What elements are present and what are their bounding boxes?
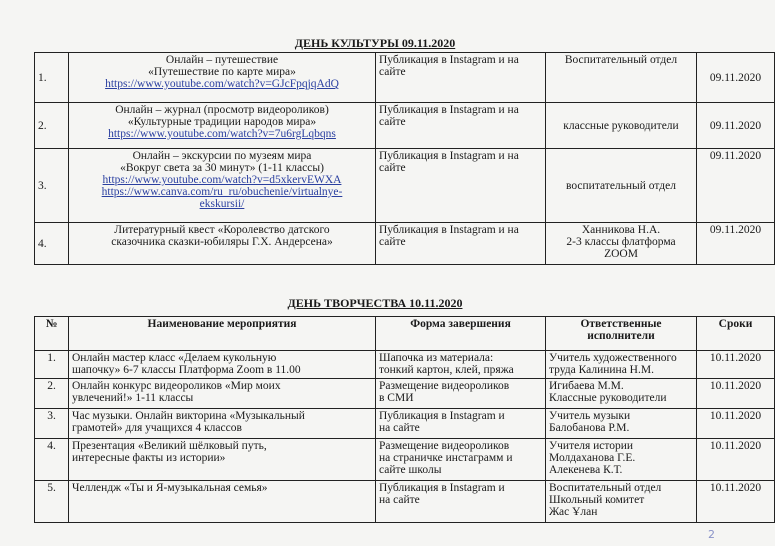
completion-form: Шапочка из материала: тонкий картон, клей, пряжа <box>376 351 546 379</box>
responsible-cell: воспитательный отдел <box>546 149 697 223</box>
header-num: № <box>35 317 69 351</box>
header-form: Форма завершения <box>376 317 546 351</box>
event-line: сказочника сказки-юбиляры Г.Х. Андерсена» <box>111 236 333 248</box>
event-line: Онлайн – журнал (просмотр видеороликов) <box>115 104 329 116</box>
event-line: «Культурные традиции народов мира» <box>127 116 317 128</box>
completion-form: Публикация в Instagram и на сайте <box>376 481 546 523</box>
responsible-cell: Учителя истории Молдаханова Г.Е. Алекенева К.Т. <box>546 439 697 481</box>
responsible-cell: Игибаева М.М. Классные руководители <box>546 379 697 409</box>
event-line: «Путешествие по карте мира» <box>148 66 296 78</box>
row-number: 3. <box>35 409 69 439</box>
responsible-cell: Учитель музыки Балобанова Р.М. <box>546 409 697 439</box>
table-row <box>35 351 775 379</box>
event-cell: Презентация «Великий шёлковый путь, интересные факты из истории» <box>69 439 376 481</box>
date-cell: 09.11.2020 <box>697 53 775 103</box>
event-cell <box>69 53 376 103</box>
date-cell: 09.11.2020 <box>697 103 775 149</box>
table-row <box>35 223 775 265</box>
completion-form: Публикация в Instagram и на сайте <box>376 223 546 265</box>
canva-link[interactable]: https://www.canva.com/ru_ru/obuchenie/virtualnye- <box>101 186 343 198</box>
table-row <box>35 409 775 439</box>
section2-title: ДЕНЬ ТВОРЧЕСТВА 10.11.2020 <box>287 296 463 310</box>
page-number: 2 <box>708 528 715 541</box>
youtube-link[interactable]: https://www.youtube.com/watch?v=d5xkervEWXA <box>102 174 342 186</box>
responsible-cell: Ханникова Н.А. 2-3 классы флатформа ZOOM <box>546 223 697 265</box>
event-line: Онлайн – экскурсии по музеям мира <box>132 150 312 162</box>
table-row <box>35 53 775 103</box>
row-number: 3. <box>35 149 69 223</box>
section1-title: ДЕНЬ КУЛЬТУРЫ 09.11.2020 <box>294 36 456 50</box>
culture-day-table <box>34 52 775 265</box>
table-row <box>35 379 775 409</box>
row-number: 1. <box>35 53 69 103</box>
event-cell: Онлайн мастер класс «Делаем кукольную шапочку» 6-7 классы Платформа Zoom в 11.00 <box>69 351 376 379</box>
event-cell <box>69 223 376 265</box>
completion-form: Публикация в Instagram и на сайте <box>376 409 546 439</box>
youtube-link[interactable]: https://www.youtube.com/watch?v=GJcFpqjqAdQ <box>105 78 339 90</box>
event-cell: Час музыки. Онлайн викторина «Музыкальный грамотей» для учащихся 4 классов <box>69 409 376 439</box>
date-cell: 10.11.2020 <box>697 409 775 439</box>
row-number: 2. <box>35 103 69 149</box>
date-cell: 10.11.2020 <box>697 351 775 379</box>
date-cell: 09.11.2020 <box>697 223 775 265</box>
table-row <box>35 103 775 149</box>
completion-form: Публикация в Instagram и на сайте <box>376 149 546 223</box>
creativity-day-table <box>34 316 775 523</box>
date-cell: 10.11.2020 <box>697 481 775 523</box>
header-responsible: Ответственные исполнители <box>546 317 697 351</box>
row-number: 2. <box>35 379 69 409</box>
table-header-row <box>35 317 775 351</box>
completion-form: Публикация в Instagram и на сайте <box>376 53 546 103</box>
date-cell: 09.11.2020 <box>697 149 775 223</box>
event-line: «Вокруг света за 30 минут» (1-11 классы) <box>120 162 324 174</box>
completion-form: Размещение видеороликов на страничке инстаграмм и сайте школы <box>376 439 546 481</box>
completion-form: Размещение видеороликов в СМИ <box>376 379 546 409</box>
row-number: 4. <box>35 223 69 265</box>
header-name: Наименование мероприятия <box>69 317 376 351</box>
youtube-link[interactable]: https://www.youtube.com/watch?v=7u6rgLqbqns <box>108 128 336 140</box>
responsible-cell: Воспитательный отдел Школьный комитет Жас Ұлан <box>546 481 697 523</box>
date-cell: 10.11.2020 <box>697 439 775 481</box>
table-row <box>35 439 775 481</box>
row-number: 1. <box>35 351 69 379</box>
row-number: 4. <box>35 439 69 481</box>
row-number: 5. <box>35 481 69 523</box>
event-line: Онлайн – путешествие <box>165 54 279 66</box>
table-row <box>35 149 775 223</box>
responsible-cell: Учитель художественного труда Калинина Н.М. <box>546 351 697 379</box>
event-cell: Онлайн конкурс видеороликов «Мир моих увлечений!» 1-11 классы <box>69 379 376 409</box>
canva-link-continued[interactable]: ekskursii/ <box>199 198 245 210</box>
responsible-cell: Воспитательный отдел <box>546 53 697 103</box>
event-line: Литературный квест «Королевство датского <box>114 224 330 236</box>
header-date: Сроки <box>697 317 775 351</box>
completion-form: Публикация в Instagram и на сайте <box>376 103 546 149</box>
date-cell: 10.11.2020 <box>697 379 775 409</box>
event-cell <box>69 149 376 223</box>
table-row <box>35 481 775 523</box>
event-cell <box>69 103 376 149</box>
responsible-cell: классные руководители <box>546 103 697 149</box>
event-cell: Челлендж «Ты и Я-музыкальная семья» <box>69 481 376 523</box>
